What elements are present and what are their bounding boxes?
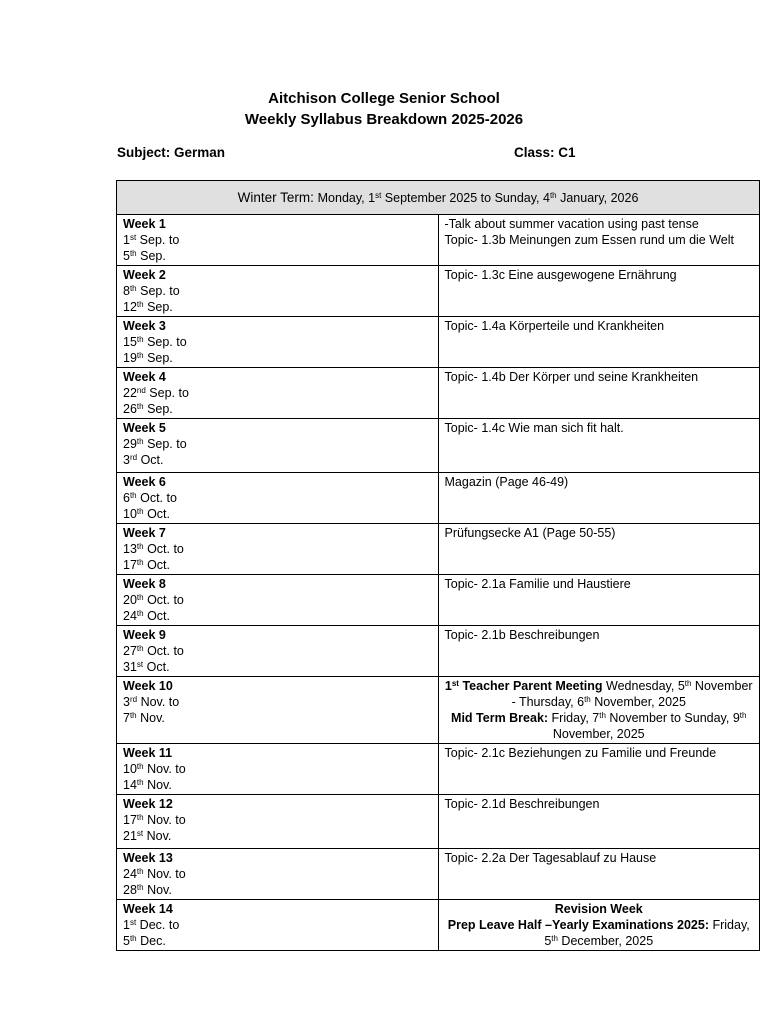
week-to: 24th Oct. <box>123 609 170 623</box>
week-to: 31st Oct. <box>123 660 170 674</box>
topic-text: Topic- 1.4c Wie man sich fit halt. <box>444 421 624 435</box>
week-to: 10th Oct. <box>123 507 170 521</box>
school-name: Aitchison College Senior School <box>268 90 500 107</box>
topic-text: Topic- 2.1c Beziehungen zu Familie und Freunde <box>444 746 717 760</box>
week-row <box>117 849 760 900</box>
week-to: 5th Dec. <box>123 934 166 948</box>
week-row <box>117 626 760 677</box>
week-label: Week 1 <box>123 217 166 231</box>
week-cell <box>117 473 439 524</box>
week-label: Week 12 <box>123 797 173 811</box>
week-row <box>117 473 760 524</box>
week-label: Week 3 <box>123 319 166 333</box>
term-header <box>117 181 760 215</box>
week-from: 13th Oct. to <box>123 542 184 556</box>
week-cell <box>117 626 439 677</box>
exam-note: Prep Leave Half –Yearly Examinations 2025: Friday, 5th December, 2025 <box>447 918 750 948</box>
topic-cell <box>438 368 760 419</box>
topic-cell <box>438 575 760 626</box>
week-label: Week 9 <box>123 628 166 642</box>
week-from: 20th Oct. to <box>123 593 184 607</box>
week-to: 17th Oct. <box>123 558 170 572</box>
mid-term-break-note: Mid Term Break: Friday, 7th November to Sunday, 9th November, 2025 <box>451 711 747 741</box>
week-to: 14th Nov. <box>123 778 172 792</box>
topic-cell <box>438 744 760 795</box>
week-from: 22nd Sep. to <box>123 386 189 400</box>
topic-text: Topic- 2.1a Familie und Haustiere <box>444 577 631 591</box>
week-row <box>117 524 760 575</box>
topic-text: Topic- 1.3c Eine ausgewogene Ernährung <box>444 268 677 282</box>
week-to: 12th Sep. <box>123 300 173 314</box>
topic-text: Topic- 2.2a Der Tagesablauf zu Hause <box>444 851 657 865</box>
topic-cell <box>438 266 760 317</box>
week-row <box>117 795 760 849</box>
term-label: Winter Term: <box>237 189 314 205</box>
week-from: 1st Dec. to <box>123 918 180 932</box>
week-row <box>117 215 760 266</box>
week-label: Week 14 <box>123 902 173 916</box>
topic-cell <box>438 626 760 677</box>
week-cell <box>117 317 439 368</box>
week-cell <box>117 849 439 900</box>
week-to: 26th Sep. <box>123 402 173 416</box>
topic-cell <box>438 317 760 368</box>
week-cell <box>117 795 439 849</box>
week-label: Week 13 <box>123 851 173 865</box>
week-label: Week 5 <box>123 421 166 435</box>
week-cell <box>117 575 439 626</box>
week-to: 7th Nov. <box>123 711 165 725</box>
week-label: Week 8 <box>123 577 166 591</box>
topic-cell <box>438 849 760 900</box>
week-row <box>117 317 760 368</box>
topic-cell <box>438 215 760 266</box>
topic-text: Magazin (Page 46-49) <box>444 475 569 489</box>
week-cell <box>117 266 439 317</box>
week-cell <box>117 677 439 744</box>
topic-text: Prüfungsecke A1 (Page 50-55) <box>444 526 616 540</box>
week-row <box>117 575 760 626</box>
topic-text: Topic- 1.3b Meinungen zum Essen rund um die Welt <box>444 233 735 247</box>
topic-cell <box>438 795 760 849</box>
week-cell <box>117 215 439 266</box>
week-row <box>117 900 760 951</box>
week-from: 3rd Nov. to <box>123 695 180 709</box>
term-dates: Monday, 1st September 2025 to Sunday, 4th January, 2026 <box>317 190 639 205</box>
topic-cell <box>438 473 760 524</box>
topic-text: Topic- 1.4b Der Körper und seine Krankheiten <box>444 370 699 384</box>
week-label: Week 10 <box>123 679 173 693</box>
revision-week-note: Revision Week <box>554 902 643 916</box>
term-header-row <box>117 181 760 215</box>
topic-cell <box>438 900 760 951</box>
week-from: 15th Sep. to <box>123 335 187 349</box>
week-label: Week 6 <box>123 475 166 489</box>
week-cell <box>117 900 439 951</box>
subject-label: Subject: German <box>117 145 226 160</box>
week-to: 19th Sep. <box>123 351 173 365</box>
week-row <box>117 419 760 473</box>
syllabus-table <box>116 180 760 951</box>
week-to: 5th Sep. <box>123 249 166 263</box>
week-cell <box>117 368 439 419</box>
week-cell <box>117 419 439 473</box>
week-from: 8th Sep. to <box>123 284 180 298</box>
week-to: 3rd Oct. <box>123 453 164 467</box>
week-from: 1st Sep. to <box>123 233 180 247</box>
topic-text: Topic- 2.1b Beschreibungen <box>444 628 600 642</box>
week-label: Week 7 <box>123 526 166 540</box>
week-from: 29th Sep. to <box>123 437 187 451</box>
week-to: 28th Nov. <box>123 883 172 897</box>
topic-text: Topic- 2.1d Beschreibungen <box>444 797 600 811</box>
week-from: 10th Nov. to <box>123 762 186 776</box>
week-to: 21st Nov. <box>123 829 172 843</box>
week-label: Week 11 <box>123 746 173 760</box>
week-label: Week 4 <box>123 370 166 384</box>
topic-cell <box>438 419 760 473</box>
week-label: Week 2 <box>123 268 166 282</box>
class-label: Class: C1 <box>514 145 576 160</box>
week-from: 24th Nov. to <box>123 867 186 881</box>
week-cell <box>117 744 439 795</box>
document-title: Weekly Syllabus Breakdown 2025-2026 <box>244 111 524 128</box>
week-cell <box>117 524 439 575</box>
parent-meeting-note: 1st Teacher Parent Meeting Wednesday, 5th November - Thursday, 6th November, 2025 <box>444 679 753 709</box>
week-row <box>117 677 760 744</box>
topic-text: Topic- 1.4a Körperteile und Krankheiten <box>444 319 665 333</box>
week-from: 6th Oct. to <box>123 491 177 505</box>
week-row <box>117 744 760 795</box>
week-from: 17th Nov. to <box>123 813 186 827</box>
week-row <box>117 266 760 317</box>
topic-cell <box>438 524 760 575</box>
week-from: 27th Oct. to <box>123 644 184 658</box>
topic-text: -Talk about summer vacation using past tense <box>444 217 699 231</box>
week-row <box>117 368 760 419</box>
topic-cell <box>438 677 760 744</box>
